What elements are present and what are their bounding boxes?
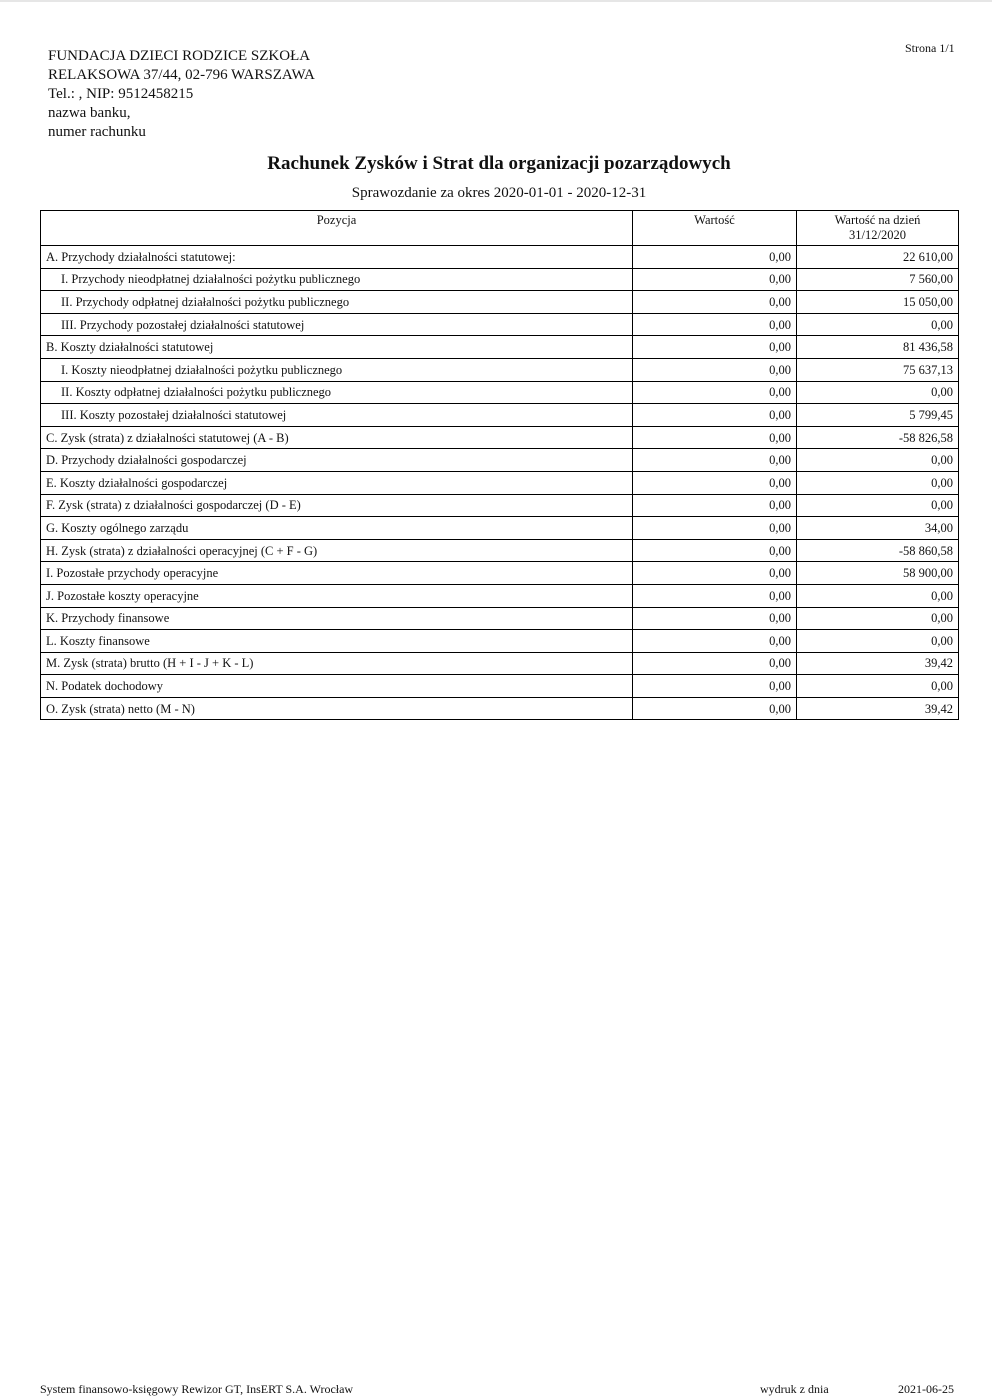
- row-value-at-date: 22 610,00: [797, 246, 959, 269]
- table-row: [41, 336, 959, 359]
- column-header-value-at-date: [797, 211, 959, 246]
- row-value-at-date: 7 560,00: [797, 268, 959, 291]
- row-label: III. Koszty pozostałej działalności statutowej: [41, 404, 633, 427]
- report-period: Sprawozdanie za okres 2020-01-01 - 2020-12-31: [351, 185, 647, 201]
- row-value-at-date: 0,00: [797, 313, 959, 336]
- row-value-at-date: 0,00: [797, 607, 959, 630]
- row-value: 0,00: [633, 291, 797, 314]
- table-row: [41, 517, 959, 540]
- row-label: II. Koszty odpłatnej działalności pożytku publicznego: [41, 381, 633, 404]
- row-label: F. Zysk (strata) z działalności gospodarczej (D - E): [41, 494, 633, 517]
- table-row: [41, 291, 959, 314]
- table-row: [41, 404, 959, 427]
- row-value: 0,00: [633, 630, 797, 653]
- table-row: [41, 539, 959, 562]
- row-value-at-date: 39,42: [797, 652, 959, 675]
- row-value: 0,00: [633, 607, 797, 630]
- row-label: II. Przychody odpłatnej działalności pożytku publicznego: [41, 291, 633, 314]
- organization-bank-name: nazwa banku,: [48, 105, 131, 121]
- row-label: K. Przychody finansowe: [41, 607, 633, 630]
- organization-name: FUNDACJA DZIECI RODZICE SZKOŁA: [48, 48, 311, 64]
- row-value-at-date: 0,00: [797, 471, 959, 494]
- row-value-at-date: 0,00: [797, 381, 959, 404]
- column-header-date: 31/12/2020: [849, 228, 906, 242]
- row-value-at-date: 75 637,13: [797, 358, 959, 381]
- table-row: [41, 562, 959, 585]
- table-row: [41, 584, 959, 607]
- row-label: I. Pozostałe przychody operacyjne: [41, 562, 633, 585]
- organization-contact: Tel.: , NIP: 9512458215: [48, 86, 194, 102]
- row-value: 0,00: [633, 426, 797, 449]
- row-label: O. Zysk (strata) netto (M - N): [41, 697, 633, 720]
- row-value-at-date: 5 799,45: [797, 404, 959, 427]
- table-row: [41, 471, 959, 494]
- row-value: 0,00: [633, 358, 797, 381]
- row-label: L. Koszty finansowe: [41, 630, 633, 653]
- table-row: [41, 449, 959, 472]
- row-label: C. Zysk (strata) z działalności statutowej (A - B): [41, 426, 633, 449]
- table-row: [41, 697, 959, 720]
- row-value-at-date: 0,00: [797, 584, 959, 607]
- row-value-at-date: 0,00: [797, 494, 959, 517]
- row-label: M. Zysk (strata) brutto (H + I - J + K - L): [41, 652, 633, 675]
- table-body: [41, 246, 959, 720]
- table-row: [41, 652, 959, 675]
- row-label: N. Podatek dochodowy: [41, 675, 633, 698]
- row-label: J. Pozostałe koszty operacyjne: [41, 584, 633, 607]
- column-header-position: Pozycja: [41, 211, 633, 246]
- row-value: 0,00: [633, 449, 797, 472]
- table-row: [41, 607, 959, 630]
- row-label: A. Przychody działalności statutowej:: [41, 246, 633, 269]
- table-row: [41, 268, 959, 291]
- table-row: [41, 246, 959, 269]
- row-value: 0,00: [633, 562, 797, 585]
- row-label: D. Przychody działalności gospodarczej: [41, 449, 633, 472]
- row-value: 0,00: [633, 539, 797, 562]
- table-row: [41, 426, 959, 449]
- row-value: 0,00: [633, 313, 797, 336]
- row-label: H. Zysk (strata) z działalności operacyjnej (C + F - G): [41, 539, 633, 562]
- page-number: Strona 1/1: [905, 41, 955, 55]
- row-value: 0,00: [633, 697, 797, 720]
- row-value: 0,00: [633, 268, 797, 291]
- row-value: 0,00: [633, 494, 797, 517]
- table-row: [41, 675, 959, 698]
- footer-system: System finansowo-księgowy Rewizor GT, InsERT S.A. Wrocław: [40, 1382, 354, 1396]
- organization-address: RELAKSOWA 37/44, 02-796 WARSZAWA: [48, 67, 315, 83]
- row-value-at-date: 0,00: [797, 675, 959, 698]
- profit-loss-table: [40, 210, 959, 720]
- row-value: 0,00: [633, 381, 797, 404]
- table-row: [41, 381, 959, 404]
- table-row: [41, 313, 959, 336]
- row-label: G. Koszty ogólnego zarządu: [41, 517, 633, 540]
- column-header-value: Wartość: [633, 211, 797, 246]
- row-value: 0,00: [633, 404, 797, 427]
- row-value: 0,00: [633, 471, 797, 494]
- report-title: Rachunek Zysków i Strat dla organizacji pozarządowych: [267, 153, 731, 174]
- row-value-at-date: 39,42: [797, 697, 959, 720]
- row-value-at-date: 0,00: [797, 630, 959, 653]
- row-value-at-date: 58 900,00: [797, 562, 959, 585]
- table-row: [41, 358, 959, 381]
- row-label: B. Koszty działalności statutowej: [41, 336, 633, 359]
- row-value-at-date: 0,00: [797, 449, 959, 472]
- organization-header: [48, 47, 315, 142]
- row-value: 0,00: [633, 246, 797, 269]
- table-row: [41, 630, 959, 653]
- table-row: [41, 494, 959, 517]
- row-label: E. Koszty działalności gospodarczej: [41, 471, 633, 494]
- row-value: 0,00: [633, 584, 797, 607]
- row-value: 0,00: [633, 336, 797, 359]
- row-value-at-date: 34,00: [797, 517, 959, 540]
- row-value-at-date: -58 860,58: [797, 539, 959, 562]
- row-label: III. Przychody pozostałej działalności statutowej: [41, 313, 633, 336]
- footer-printed-date: 2021-06-25: [898, 1382, 954, 1396]
- footer-printed-label: wydruk z dnia: [760, 1382, 829, 1396]
- row-value-at-date: -58 826,58: [797, 426, 959, 449]
- row-value: 0,00: [633, 652, 797, 675]
- row-value-at-date: 15 050,00: [797, 291, 959, 314]
- row-value-at-date: 81 436,58: [797, 336, 959, 359]
- top-divider: [0, 0, 992, 2]
- table-header-row: [41, 211, 959, 246]
- row-value: 0,00: [633, 517, 797, 540]
- row-label: I. Koszty nieodpłatnej działalności pożytku publicznego: [41, 358, 633, 381]
- row-label: I. Przychody nieodpłatnej działalności pożytku publicznego: [41, 268, 633, 291]
- organization-account: numer rachunku: [48, 124, 146, 140]
- column-header-value-at-date-label: Wartość na dzień: [834, 213, 921, 227]
- row-value: 0,00: [633, 675, 797, 698]
